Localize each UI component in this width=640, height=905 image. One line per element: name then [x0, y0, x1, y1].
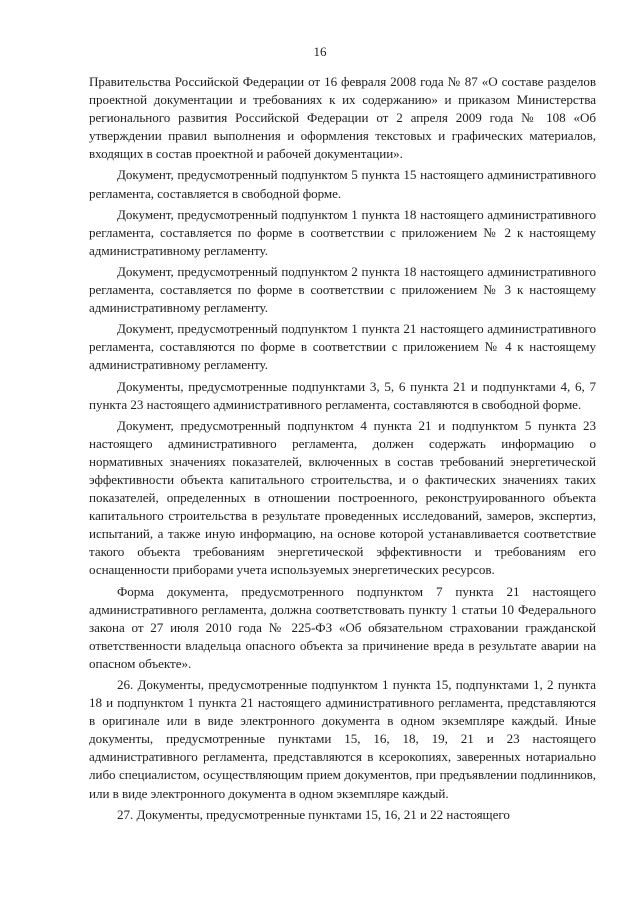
paragraph: Документы, предусмотренные подпунктами 3, 5, 6 пункта 21 и подпунктами 4, 6, 7 пункта 23 настоящего административного регламента, составляются в свободной форме. [89, 378, 596, 412]
paragraph-continuation: Правительства Российской Федерации от 16 февраля 2008 года № 87 «О составе разделов проектной документации и требованиях к их содержанию» и приказом Министерства регионального развития Российской Федерации от 2 апреля 2009 года № 108 «Об утверждении правил выполнения и оформления текстовых и графических материалов, входящих в состав проектной и рабочей документации». [89, 74, 596, 162]
document-body [89, 73, 596, 827]
paragraph: Документ, предусмотренный подпунктом 4 пункта 21 и подпунктом 5 пункта 23 настоящего административного регламента, должен содержать информацию о нормативных значениях показателей, включенных в состав требований энергетической эффективности объекта капитального строительства, и о фактических значениях таких показателей, определенных в отношении построенного, реконструированного объекта капитального строительства в результате проведенных исследований, замеров, экспертиз, испытаний, а также иную информацию, на основе которой устанавливается соответствие такого объекта требованиям энергетической эффективности и требованиям его оснащенности приборами учета используемых энергетических ресурсов. [89, 417, 596, 578]
paragraph: Форма документа, предусмотренного подпунктом 7 пункта 21 настоящего административного регламента, должна соответствовать пункту 1 статьи 10 Федерального закона от 27 июля 2010 года № 225-ФЗ «Об обязательном страховании гражданской ответственности владельца опасного объекта за причинение вреда в результате аварии на опасном объекте». [89, 583, 596, 671]
paragraph: Документ, предусмотренный подпунктом 2 пункта 18 настоящего административного регламента, составляется по форме в соответствии с приложением № 3 к настоящему административному регламенту. [89, 263, 596, 316]
page-number: 16 [313, 44, 327, 59]
paragraph-item-27: 27. Документы, предусмотренные пунктами 15, 16, 21 и 22 настоящего [117, 806, 510, 822]
paragraph: Документ, предусмотренный подпунктом 1 пункта 21 настоящего административного регламента, составляются по форме в соответствии с приложением № 4 к настоящему административному регламенту. [89, 321, 596, 373]
paragraph: Документ, предусмотренный подпунктом 5 пункта 15 настоящего административного регламента, составляется в свободной форме. [89, 167, 596, 201]
paragraph: Документ, предусмотренный подпунктом 1 пункта 18 настоящего административного регламента, составляется по форме в соответствии с приложением № 2 к настоящему административному регламенту. [89, 206, 596, 258]
paragraph-item-26: 26. Документы, предусмотренные подпунктом 1 пункта 15, подпунктами 1, 2 пункта 18 и подпунктом 1 пункта 21 настоящего административного регламента, представляются в оригинале или в виде электронного документа в одном экземпляре каждый. Иные документы, предусмотренные пунктами 15, 16, 18, 19, 21 и 23 настоящего административного регламента, представляются в ксерокопиях, заверенных нотариально либо специалистом, осуществляющим прием документов, при предъявлении подлинников, или в виде электронного документа в одном экземпляре каждый. [89, 677, 596, 801]
